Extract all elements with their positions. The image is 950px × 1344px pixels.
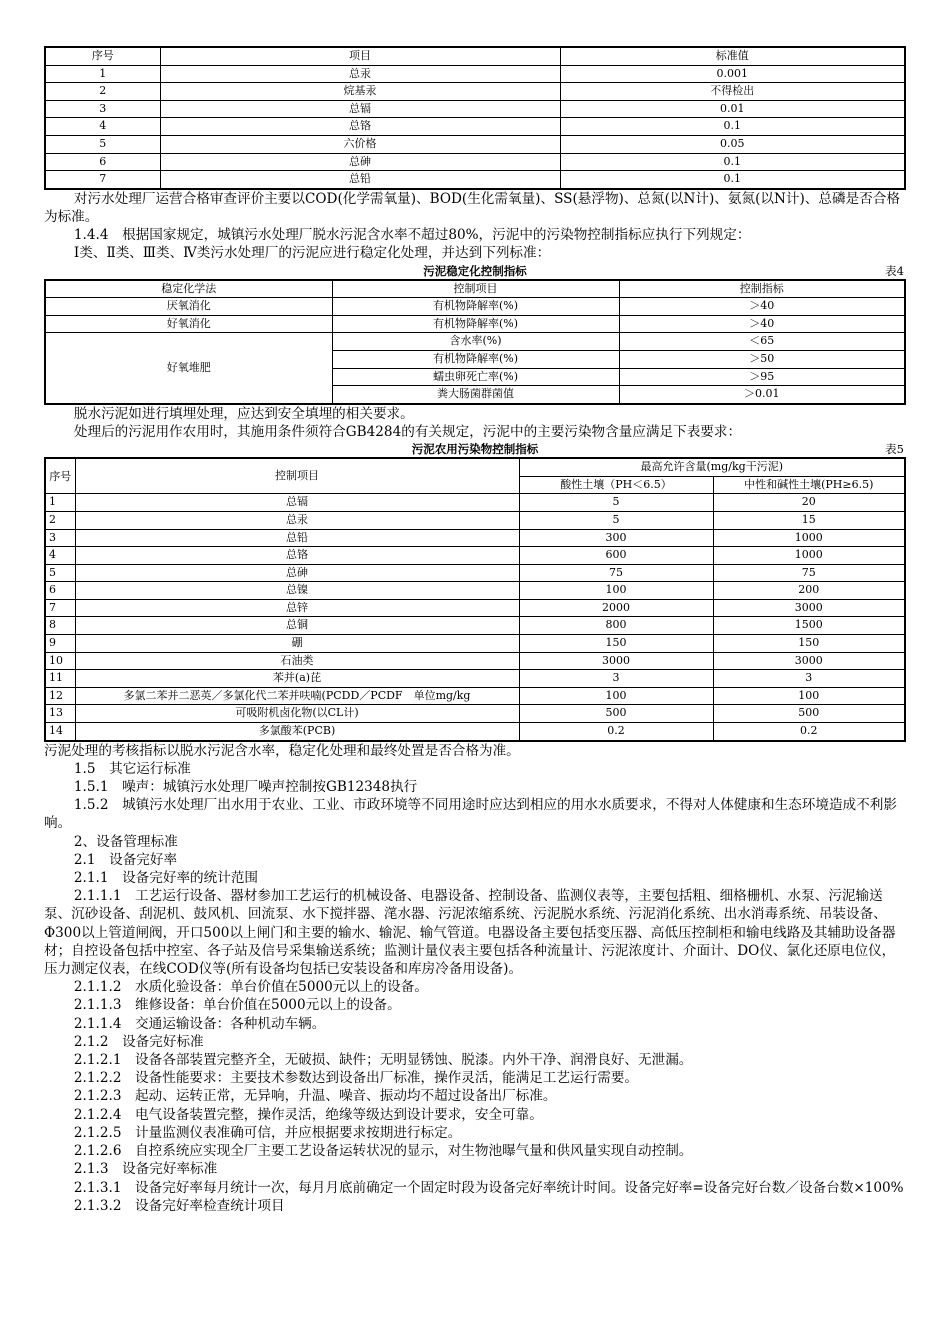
- table-caption: [44, 263, 906, 279]
- table-row: [45, 65, 905, 83]
- table-row: [45, 687, 905, 705]
- cell-alkaline: 1000: [713, 529, 905, 547]
- cell-item: 苯并(a)芘: [75, 670, 519, 688]
- cell-item: 可吸附机卤化物(以CL计): [75, 705, 519, 723]
- cell-no: 3: [45, 529, 75, 547]
- header-no: 序号: [45, 458, 75, 494]
- table-row: [45, 529, 905, 547]
- cell-value: ＞0.01: [619, 386, 905, 404]
- document-body: [44, 742, 906, 1215]
- cell-no: 5: [45, 135, 160, 153]
- sludge-agricultural-pollutant-table: [44, 457, 906, 742]
- table-row: [45, 599, 905, 617]
- paragraph: 2.1.3.2 设备完好率检查统计项目: [73, 1197, 285, 1214]
- table-number: 表4: [885, 263, 904, 278]
- paragraph: 处理后的污泥用作农用时，其施用条件须符合GB4284的有关规定，污泥中的主要污染物含量应满足下表要求：: [73, 423, 742, 440]
- cell-value: 0.1: [560, 171, 905, 189]
- header-standard: 标准值: [560, 47, 905, 65]
- header-control-item: 控制项目: [75, 458, 519, 494]
- cell-value: ＞50: [619, 350, 905, 368]
- table-row: [45, 153, 905, 171]
- cell-no: 4: [45, 547, 75, 565]
- cell-item: 总镉: [160, 100, 560, 118]
- cell-alkaline: 75: [713, 564, 905, 582]
- paragraph: 2.1.1.1 工艺运行设备、器材参加工艺运行的机械设备、电器设备、控制设备、监测仪表等，主要包括粗、细格栅机、水泵、污泥输送泵、沉砂设备、刮泥机、鼓风机、回流泵、水下搅拌器、滗水器、污泥浓缩系统、污泥脱水系统、污泥消化系统、出水消毒系统、吊装设备、Φ300以上管道闸阀，开口500以上闸门和主要的输水、输泥、输气管道。电器设备主要包括变压器、高低压控制柜和输电线路及其辅助设备器材；自控设备包括中控室、各子站及信号采集输送系统；监测计量仪表主要包括各种流量计、污泥浓度计、介面计、DO仪、氯化还原电位仪，压力测定仪表，在线COD仪等(所有设备均包括已安装设备和库房冷备用设备)。: [44, 888, 896, 978]
- cell-no: 3: [45, 100, 160, 118]
- paragraph: 2.1.2.5 计量监测仪表准确可信，并应根据要求按期进行标定。: [73, 1124, 462, 1141]
- cell-item: 六价格: [160, 135, 560, 153]
- header-control-item: 控制项目: [332, 280, 619, 298]
- paragraph: 2.1.2 设备完好标准: [73, 1033, 204, 1050]
- paragraph: 2.1.2.6 自控系统应实现全厂主要工艺设备运转状况的显示，对生物池曝气量和供风量实现自动控制。: [73, 1143, 693, 1160]
- cell-no: 11: [45, 670, 75, 688]
- cell-item: 粪大肠菌群菌值: [332, 386, 619, 404]
- paragraph: 1.5.1 噪声：城镇污水处理厂噪声控制按GB12348执行: [73, 779, 418, 796]
- paragraph: 脱水污泥如进行填埋处理，应达到安全填埋的相关要求。: [73, 405, 414, 422]
- cell-acid: 2000: [519, 599, 713, 617]
- table-row: [45, 652, 905, 670]
- table-row: [45, 511, 905, 529]
- cell-no: 14: [45, 723, 75, 741]
- table-row: [45, 315, 905, 333]
- cell-acid: 100: [519, 582, 713, 600]
- cell-value: ＞40: [619, 315, 905, 333]
- cell-acid: 5: [519, 494, 713, 512]
- paragraph: 2、设备管理标准: [73, 833, 178, 850]
- cell-value: ＞95: [619, 368, 905, 386]
- cell-no: 7: [45, 171, 160, 189]
- cell-no: 4: [45, 118, 160, 136]
- cell-alkaline: 15: [713, 511, 905, 529]
- cell-no: 1: [45, 65, 160, 83]
- table-row: [45, 118, 905, 136]
- cell-item: 总镉: [75, 494, 519, 512]
- cell-acid: 500: [519, 705, 713, 723]
- cell-alkaline: 3: [713, 670, 905, 688]
- table-row: [45, 564, 905, 582]
- cell-item: 硼: [75, 635, 519, 653]
- table-title: 污泥农用污染物控制指标: [411, 442, 539, 457]
- cell-item: 总铜: [75, 617, 519, 635]
- cell-no: 8: [45, 617, 75, 635]
- paragraph: 2.1.3 设备完好率标准: [73, 1161, 218, 1178]
- cell-acid: 600: [519, 547, 713, 565]
- table-row: [45, 617, 905, 635]
- cell-alkaline: 3000: [713, 599, 905, 617]
- cell-item: 蠕虫卵死亡率(%): [332, 368, 619, 386]
- cell-method: 好氧消化: [45, 315, 332, 333]
- table-title: 污泥稳定化控制指标: [423, 263, 527, 278]
- cell-alkaline: 150: [713, 635, 905, 653]
- cell-alkaline: 3000: [713, 652, 905, 670]
- table-header-row: [45, 280, 905, 298]
- cell-item: 有机物降解率(%): [332, 350, 619, 368]
- cell-item: 总镍: [75, 582, 519, 600]
- cell-alkaline: 0.2: [713, 723, 905, 741]
- cell-alkaline: 200: [713, 582, 905, 600]
- header-max-allowed: 最高允许含量(mg/kg干污泥): [519, 458, 905, 476]
- paragraph: 2.1.3.1 设备完好率每月统计一次，每月月底前确定一个固定时段为设备完好率统计时间。设备完好率=设备完好台数／设备台数×100%: [73, 1179, 904, 1196]
- cell-acid: 3: [519, 670, 713, 688]
- cell-no: 2: [45, 83, 160, 101]
- cell-method: 好氧堆肥: [45, 333, 332, 404]
- cell-value: ＜65: [619, 333, 905, 351]
- paragraph: 1.5 其它运行标准: [73, 760, 191, 777]
- paragraph: 1.5.2 城镇污水处理厂出水用于农业、工业、市政环境等不同用途时应达到相应的用水水质要求，不得对人体健康和生态环境造成不利影响。: [44, 797, 897, 832]
- table-row: [45, 547, 905, 565]
- header-control-index: 控制指标: [619, 280, 905, 298]
- paragraph: 1.4.4 根据国家规定，城镇污水处理厂脱水污泥含水率不超过80%，污泥中的污染物控制指标应执行下列规定：: [73, 227, 751, 244]
- table-header-row: [45, 458, 905, 476]
- table-row: [45, 333, 905, 351]
- cell-no: 2: [45, 511, 75, 529]
- paragraph: 2.1.1 设备完好率的统计范围: [73, 870, 259, 887]
- table-row: [45, 582, 905, 600]
- cell-no: 7: [45, 599, 75, 617]
- cell-item: 总砷: [160, 153, 560, 171]
- table-header-row: [45, 47, 905, 65]
- table-row: [45, 494, 905, 512]
- cell-value: 不得检出: [560, 83, 905, 101]
- paragraph: 2.1.2.4 电气设备装置完整，操作灵活，绝缘等级达到设计要求，安全可靠。: [73, 1106, 543, 1123]
- cell-acid: 150: [519, 635, 713, 653]
- cell-no: 10: [45, 652, 75, 670]
- cell-value: 0.1: [560, 118, 905, 136]
- cell-item: 总汞: [160, 65, 560, 83]
- table-row: [45, 705, 905, 723]
- cell-item: 总铬: [75, 547, 519, 565]
- cell-alkaline: 500: [713, 705, 905, 723]
- paragraph: Ⅰ类、Ⅱ类、Ⅲ类、Ⅳ类污水处理厂的污泥应进行稳定化处理，并达到下列标准：: [73, 245, 551, 262]
- cell-item: 有机物降解率(%): [332, 298, 619, 316]
- paragraph: 污泥处理的考核指标以脱水污泥含水率，稳定化处理和最终处置是否合格为准。: [44, 742, 520, 759]
- cell-item: 烷基汞: [160, 83, 560, 101]
- cell-value: 0.001: [560, 65, 905, 83]
- cell-acid: 5: [519, 511, 713, 529]
- cell-item: 总铅: [160, 171, 560, 189]
- paragraph: 2.1.2.1 设备各部装置完整齐全，无破损、缺件；无明显锈蚀、脱漆。内外干净、润滑良好、无泄漏。: [73, 1052, 693, 1069]
- paragraph: 2.1 设备完好率: [73, 851, 178, 868]
- header-alkaline-soil: 中性和碱性土壤(PH≥6.5): [713, 476, 905, 494]
- table-row: [45, 135, 905, 153]
- cell-item: 总铬: [160, 118, 560, 136]
- cell-item: 石油类: [75, 652, 519, 670]
- cell-item: 总汞: [75, 511, 519, 529]
- paragraph: 2.1.2.3 起动、运转正常，无异响，升温、噪音、振动均不超过设备出厂标准。: [73, 1088, 557, 1105]
- cell-alkaline: 1500: [713, 617, 905, 635]
- cell-item: 总砷: [75, 564, 519, 582]
- cell-alkaline: 20: [713, 494, 905, 512]
- document-page: [44, 46, 906, 1215]
- table-row: [45, 670, 905, 688]
- cell-no: 13: [45, 705, 75, 723]
- cell-value: 0.01: [560, 100, 905, 118]
- table-row: [45, 723, 905, 741]
- sludge-stabilization-table: [44, 279, 906, 405]
- cell-acid: 300: [519, 529, 713, 547]
- header-item: 项目: [160, 47, 560, 65]
- cell-acid: 800: [519, 617, 713, 635]
- header-method: 稳定化学法: [45, 280, 332, 298]
- cell-value: 0.05: [560, 135, 905, 153]
- cell-acid: 0.2: [519, 723, 713, 741]
- cell-item: 多氯酸苯(PCB): [75, 723, 519, 741]
- cell-acid: 3000: [519, 652, 713, 670]
- cell-no: 6: [45, 582, 75, 600]
- cell-acid: 75: [519, 564, 713, 582]
- cell-value: ＞40: [619, 298, 905, 316]
- cell-item: 含水率(%): [332, 333, 619, 351]
- paragraph: 2.1.2.2 设备性能要求：主要技术参数达到设备出厂标准，操作灵活，能满足工艺运行需要。: [73, 1070, 639, 1087]
- table-caption: [44, 441, 906, 457]
- cell-item: 有机物降解率(%): [332, 315, 619, 333]
- cell-item: 总铅: [75, 529, 519, 547]
- cell-no: 1: [45, 494, 75, 512]
- cell-item: 多氯二苯并二恶英／多氯化代二苯并呋喃(PCDD／PCDF 单位mg/kg: [75, 687, 519, 705]
- cell-no: 6: [45, 153, 160, 171]
- cell-method: 厌氧消化: [45, 298, 332, 316]
- cell-no: 9: [45, 635, 75, 653]
- cell-value: 0.1: [560, 153, 905, 171]
- cell-no: 5: [45, 564, 75, 582]
- table-row: [45, 100, 905, 118]
- table-number: 表5: [885, 442, 904, 457]
- header-acid-soil: 酸性土壤（PH＜6.5）: [519, 476, 713, 494]
- table-row: [45, 298, 905, 316]
- header-no: 序号: [45, 47, 160, 65]
- cell-acid: 100: [519, 687, 713, 705]
- heavy-metal-standard-table: [44, 46, 906, 190]
- cell-no: 12: [45, 687, 75, 705]
- table-row: [45, 635, 905, 653]
- paragraph: 2.1.1.3 维修设备：单台价值在5000元以上的设备。: [73, 997, 401, 1014]
- cell-item: 总锌: [75, 599, 519, 617]
- paragraph: 2.1.1.4 交通运输设备：各种机动车辆。: [73, 1015, 326, 1032]
- table-row: [45, 171, 905, 189]
- cell-alkaline: 100: [713, 687, 905, 705]
- table-row: [45, 83, 905, 101]
- paragraph: 2.1.1.2 水质化验设备：单台价值在5000元以上的设备。: [73, 979, 428, 996]
- cell-alkaline: 1000: [713, 547, 905, 565]
- paragraph: 对污水处理厂运营合格审查评价主要以COD(化学需氧量)、BOD(生化需氧量)、SS(悬浮物)、总氮(以N计)、氨氮(以N计)、总磷是否合格为标准。: [44, 190, 900, 225]
